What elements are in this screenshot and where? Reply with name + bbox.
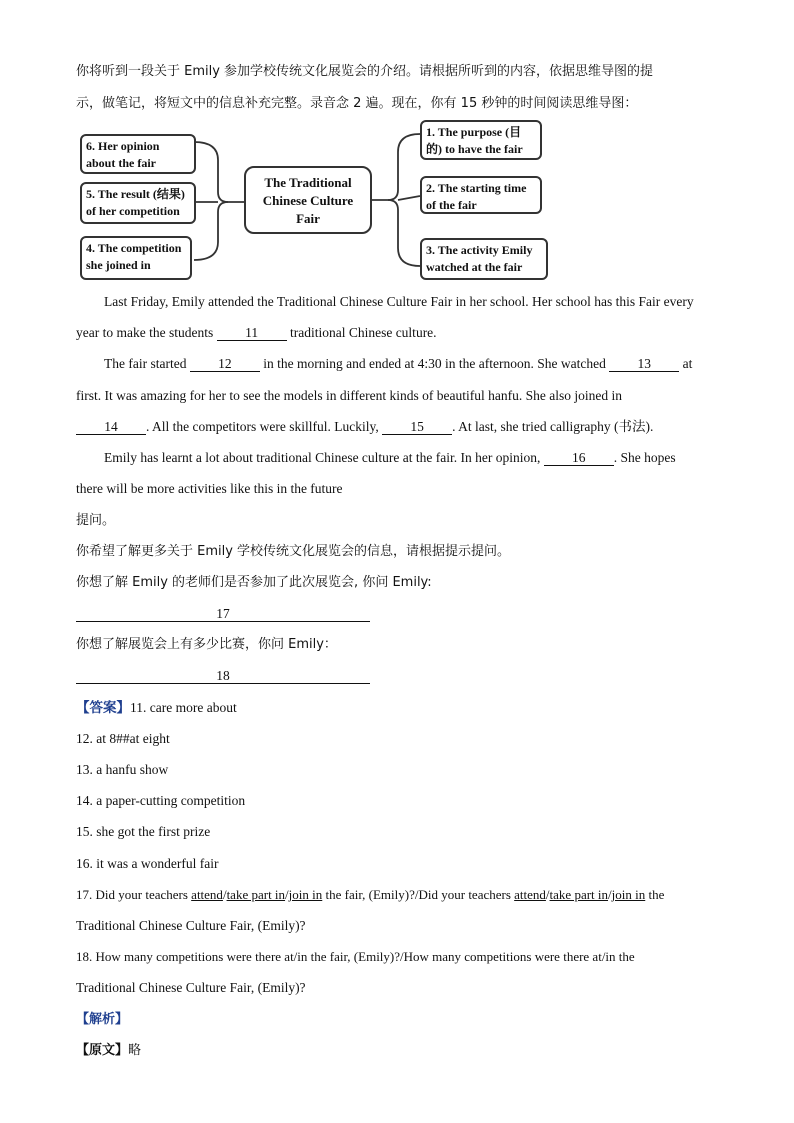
answer-option: take part in xyxy=(549,887,609,902)
questions-heading: 提问。 xyxy=(76,513,116,528)
connector-right-bottom xyxy=(388,200,420,266)
answer-12: 12. at 8##at eight xyxy=(76,731,170,746)
connector-right-mid xyxy=(398,196,420,200)
blank-16[interactable]: 16 xyxy=(544,450,614,466)
answer-15: 15. she got the first prize xyxy=(76,824,211,839)
analysis-label: 【解析】 xyxy=(76,1012,129,1027)
answer-line-17 xyxy=(76,606,370,622)
answer-option: join in xyxy=(611,887,646,902)
intro-line-1: 你将听到一段关于 Emily 参加学校传统文化展览会的介绍。请根据所听到的内容，依据思维导图的提 xyxy=(76,64,654,79)
answer-11-line xyxy=(76,700,237,716)
passage-text: in the morning and ended at 4:30 in the afternoon. She watched xyxy=(259,356,610,371)
answer-text: the xyxy=(645,887,665,902)
answer-option: join in xyxy=(288,887,323,902)
original-label: 【原文】 xyxy=(76,1043,129,1058)
mind-map xyxy=(76,120,554,288)
answer-label: 【答案】 xyxy=(76,700,130,716)
mind-map-node-competition: 4. The competition she joined in xyxy=(80,236,192,280)
answer-17-line-2: Traditional Chinese Culture Fair, (Emily)? xyxy=(76,918,306,933)
passage-p1-line-1: Last Friday, Emily attended the Traditional Chinese Culture Fair in her school. Her school has this Fair every xyxy=(104,294,694,309)
answer-text: / xyxy=(545,887,550,902)
questions-instruction: 你希望了解更多关于 Emily 学校传统文化展览会的信息，请根据提示提问。 xyxy=(76,544,511,559)
blank-15[interactable]: 15 xyxy=(382,419,452,435)
answer-14: 14. a paper-cutting competition xyxy=(76,793,246,808)
question-17-prompt: 你想了解 Emily 的老师们是否参加了此次展览会, 你问 Emily: xyxy=(76,575,432,590)
blank-17[interactable]: 17 xyxy=(76,606,370,622)
intro-line-2: 示，做笔记，将短文中的信息补充完整。录音念 2 遍。现在，你有 15 秒钟的时间阅读思维导图： xyxy=(76,96,638,111)
connector-left-bottom xyxy=(194,202,228,260)
passage-text: Emily has learnt a lot about traditional Chinese culture at the fair. In her opinion, xyxy=(104,450,544,465)
analysis-heading xyxy=(76,1012,128,1028)
answer-option: attend xyxy=(191,887,223,902)
passage-p3-line-2: there will be more activities like this in the future xyxy=(76,481,343,496)
answer-line-18 xyxy=(76,668,370,684)
answer-13: 13. a hanfu show xyxy=(76,762,169,777)
passage-text: . She hopes xyxy=(613,450,676,465)
answer-17-line-1 xyxy=(76,887,664,903)
blank-11[interactable]: 11 xyxy=(217,325,287,341)
answer-option: attend xyxy=(514,887,546,902)
passage-p1-line-2 xyxy=(76,325,437,341)
blank-13[interactable]: 13 xyxy=(609,356,679,372)
answer-18-line-2: Traditional Chinese Culture Fair, (Emily)? xyxy=(76,980,306,995)
mind-map-node-starting-time: 2. The starting time of the fair xyxy=(420,176,542,214)
passage-text: year to make the students xyxy=(76,325,217,340)
mind-map-node-opinion: 6. Her opinion about the fair xyxy=(80,134,196,174)
passage-text: . All the competitors were skillful. Luckily, xyxy=(146,419,383,434)
passage-p2-line-2: first. It was amazing for her to see the models in different kinds of beautiful hanfu. She also joined in xyxy=(76,388,622,403)
blank-12[interactable]: 12 xyxy=(190,356,260,372)
passage-text: at xyxy=(679,356,693,371)
blank-14[interactable]: 14 xyxy=(76,419,146,435)
answer-option: take part in xyxy=(226,887,286,902)
answer-text: / xyxy=(608,887,612,902)
mind-map-node-result: 5. The result (结果) of her competition xyxy=(80,182,196,224)
answer-text: / xyxy=(222,887,227,902)
answer-text: / xyxy=(285,887,289,902)
mind-map-node-activity: 3. The activity Emily watched at the fair xyxy=(420,238,548,280)
passage-p2-line-3 xyxy=(76,419,653,435)
passage-text: The fair started xyxy=(104,356,190,371)
passage-p3-line-1 xyxy=(104,450,676,466)
connector-left-top xyxy=(194,142,244,202)
answer-text: the fair, (Emily)?/Did your teachers xyxy=(322,887,515,902)
passage-text: . At last, she tried calligraphy (书法). xyxy=(452,419,654,434)
connector-right-top xyxy=(372,134,420,200)
passage-text: traditional Chinese culture. xyxy=(286,325,437,340)
mind-map-center-node: The Traditional Chinese Culture Fair xyxy=(244,166,372,234)
original-text-line xyxy=(76,1043,141,1059)
mind-map-node-purpose: 1. The purpose (目的) to have the fair xyxy=(420,120,542,160)
question-18-prompt: 你想了解展览会上有多少比赛，你问 Emily： xyxy=(76,637,337,652)
answer-16: 16. it was a wonderful fair xyxy=(76,856,219,871)
blank-18[interactable]: 18 xyxy=(76,668,370,684)
passage-p2-line-1 xyxy=(104,356,692,372)
answer-18-line-1: 18. How many competitions were there at/in the fair, (Emily)?/How many competitions were there at/in the xyxy=(76,949,635,964)
answer-11: 11. care more about xyxy=(130,700,237,715)
original-text: 略 xyxy=(128,1043,142,1058)
answer-text: 17. Did your teachers xyxy=(76,887,192,902)
